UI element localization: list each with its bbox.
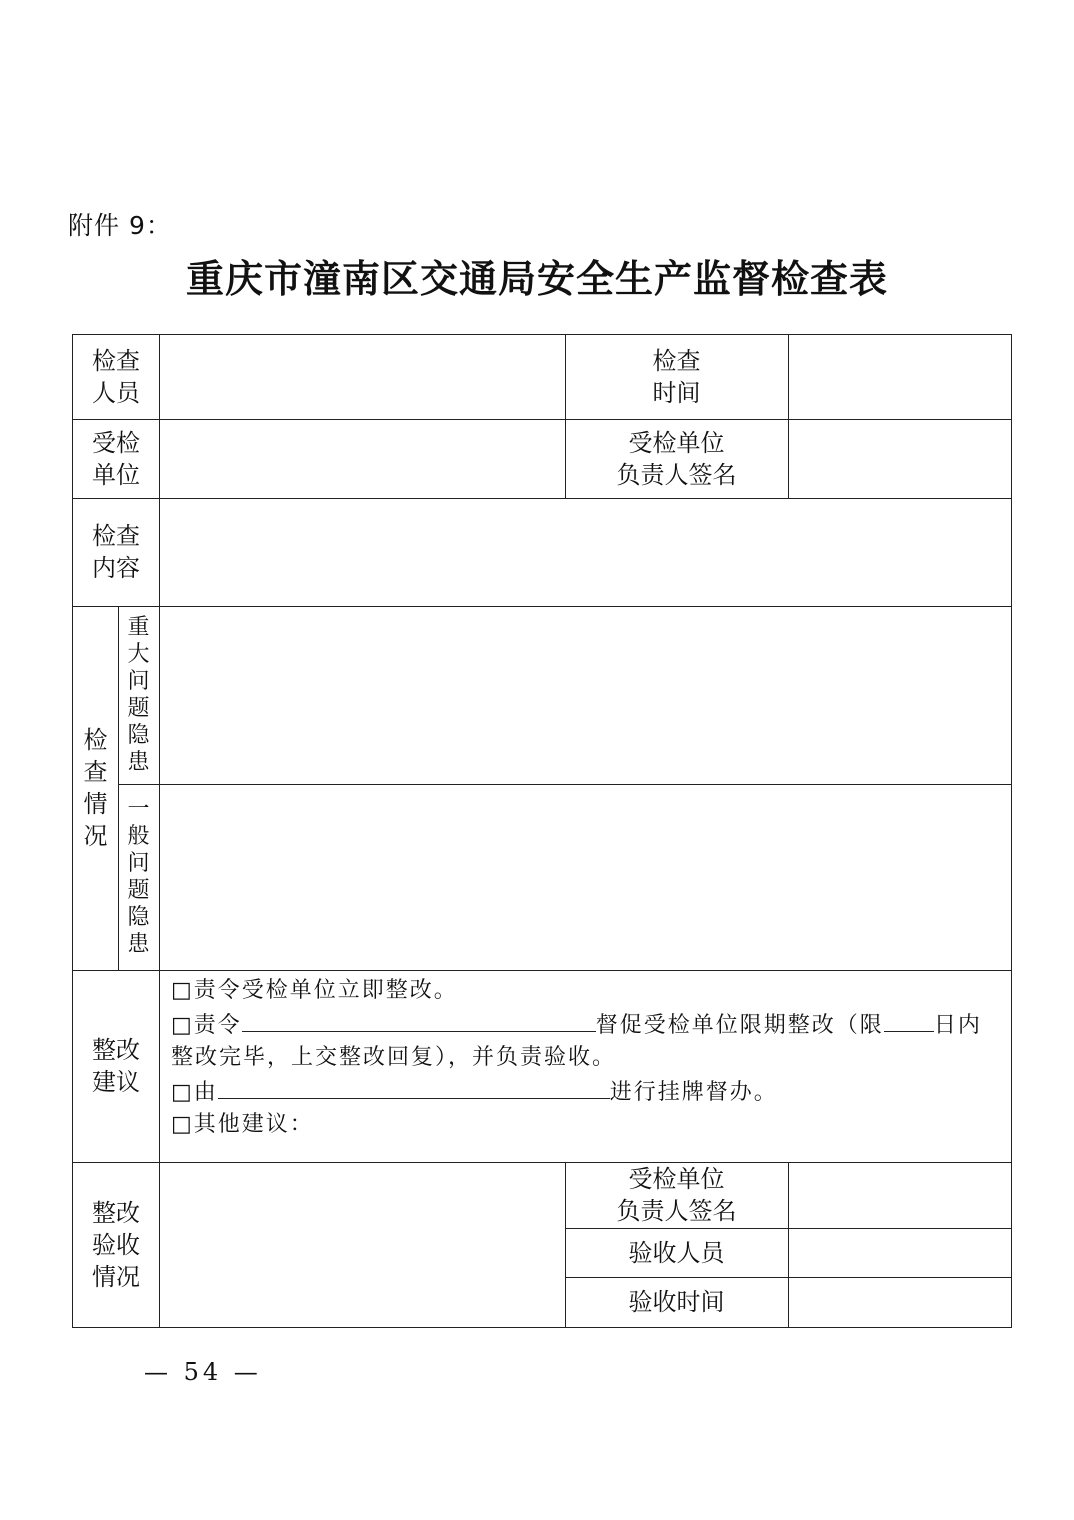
inspector-label: 检查 人员: [92, 347, 140, 407]
suggestion-label: 整改 建议: [92, 1036, 140, 1096]
acceptance-unit-sign-field[interactable]: [789, 1162, 1011, 1228]
page-number: — 54 —: [144, 1358, 262, 1386]
inspect-time-field[interactable]: [789, 335, 1011, 419]
content-field[interactable]: [160, 498, 1011, 606]
unit-head-sign-field[interactable]: [789, 419, 1011, 498]
general-hazard-field[interactable]: [160, 784, 1011, 970]
suggestion-options: [171, 975, 1011, 1141]
accept-time-field[interactable]: [789, 1277, 1011, 1327]
option-deadline-rectify-cont: 整改完毕，上交整改回复），并负责验收。: [171, 1045, 617, 1070]
form-title: 重庆市潼南区交通局安全生产监督检查表: [185, 256, 888, 301]
content-label: 检查 内容: [92, 522, 140, 582]
general-hazard-label: 一 般 问 题 隐 患: [127, 797, 150, 957]
situation-label: 检 查 情 况: [83, 726, 108, 850]
major-hazard-label: 重 大 问 题 隐 患: [127, 615, 150, 775]
acceptor-field[interactable]: [789, 1228, 1011, 1277]
responsible-party-blank[interactable]: [242, 1007, 596, 1032]
option-deadline-rectify[interactable]: □责令 督促受检单位限期整改（限 日内: [171, 1007, 1011, 1042]
row-divider: [73, 970, 1011, 971]
days-blank[interactable]: [884, 1007, 934, 1032]
acceptance-label: 整改 验收 情况: [92, 1198, 140, 1291]
option-immediate-rectify[interactable]: □责令受检单位立即整改。: [171, 978, 458, 1003]
unit-label: 受检 单位: [92, 428, 140, 489]
accept-time-label: 验收时间: [628, 1288, 725, 1316]
attachment-label: 附件 9：: [68, 211, 172, 240]
option-supervise[interactable]: □由 进行挂牌督办。: [171, 1074, 1011, 1109]
inspector-field[interactable]: [160, 335, 565, 419]
major-hazard-field[interactable]: [160, 606, 1011, 784]
acceptance-field[interactable]: [160, 1162, 565, 1327]
inspect-time-label: 检查 时间: [652, 347, 701, 407]
unit-field[interactable]: [160, 419, 565, 498]
acceptor-label: 验收人员: [628, 1238, 725, 1267]
inspection-form: [72, 334, 1012, 1328]
unit-head-sign-label: 受检单位 负责人签名: [616, 428, 737, 489]
acceptance-unit-sign-label: 受检单位 负责人签名: [616, 1165, 737, 1225]
supervisor-blank[interactable]: [218, 1074, 610, 1099]
option-other[interactable]: □其他建议：: [171, 1112, 314, 1137]
